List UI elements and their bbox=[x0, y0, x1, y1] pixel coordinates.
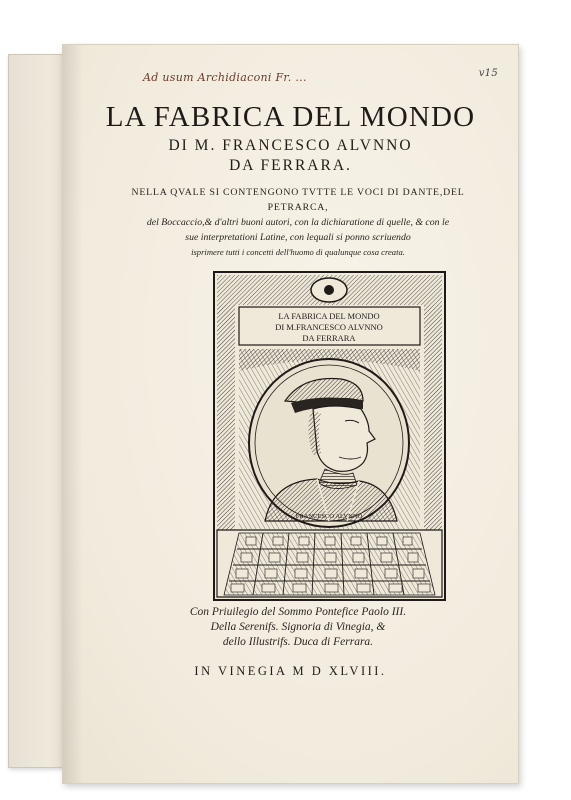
inscription-reference: v15 bbox=[478, 68, 498, 79]
handwritten-inscription bbox=[143, 68, 498, 84]
description-line-3: sue interpretationi Latine, con lequali si ponno scriuendo bbox=[185, 232, 411, 243]
left-column bbox=[217, 305, 235, 530]
woodcut-portrait-frame bbox=[213, 271, 446, 601]
description-line-1: NELLA QVALE SI CONTENGONO TVTTE LE VOCI DI DANTE,DEL PETRARCA, bbox=[131, 187, 465, 213]
right-column bbox=[424, 305, 442, 530]
title-page bbox=[62, 44, 519, 784]
author-line-1: DI M. FRANCESCO ALVNNO bbox=[168, 137, 413, 154]
privilege-block bbox=[103, 605, 493, 650]
description-block bbox=[103, 185, 493, 260]
imprint: IN VINEGIA M D XLVIII. bbox=[194, 664, 387, 678]
cartouche-line-1: LA FABRICA DEL MONDO bbox=[278, 311, 380, 321]
description-line-4: isprimere tutti i concetti dell'huomo di qualunque cosa creata. bbox=[191, 247, 405, 257]
portrait-caption: FRANCESCO ALVNNO bbox=[295, 513, 363, 520]
book bbox=[8, 44, 516, 784]
privilege-line-1: Con Priuilegio del Sommo Pontefice Paolo III. bbox=[189, 606, 407, 618]
description-line-2: del Boccaccio,& d'altri buoni autori, con la dichiaratione di quelle, & con le bbox=[146, 217, 450, 228]
book-title: LA FABRICA DEL MONDO bbox=[105, 101, 476, 133]
privilege-line-2: Della Serenifs. Signoria di Vinegia, & bbox=[210, 621, 386, 633]
inscription-text: Ad usum Archidiaconi Fr. ... bbox=[143, 71, 307, 84]
author-line-2: DA FERRARA. bbox=[229, 157, 352, 174]
privilege-line-3: dello Illustrifs. Duca di Ferrara. bbox=[222, 636, 374, 648]
cartouche-line-2: DI M.FRANCESCO ALVNNO bbox=[275, 322, 383, 332]
woodcut-illustration bbox=[213, 271, 446, 601]
cartouche-line-3: DA FERRARA bbox=[302, 333, 356, 343]
